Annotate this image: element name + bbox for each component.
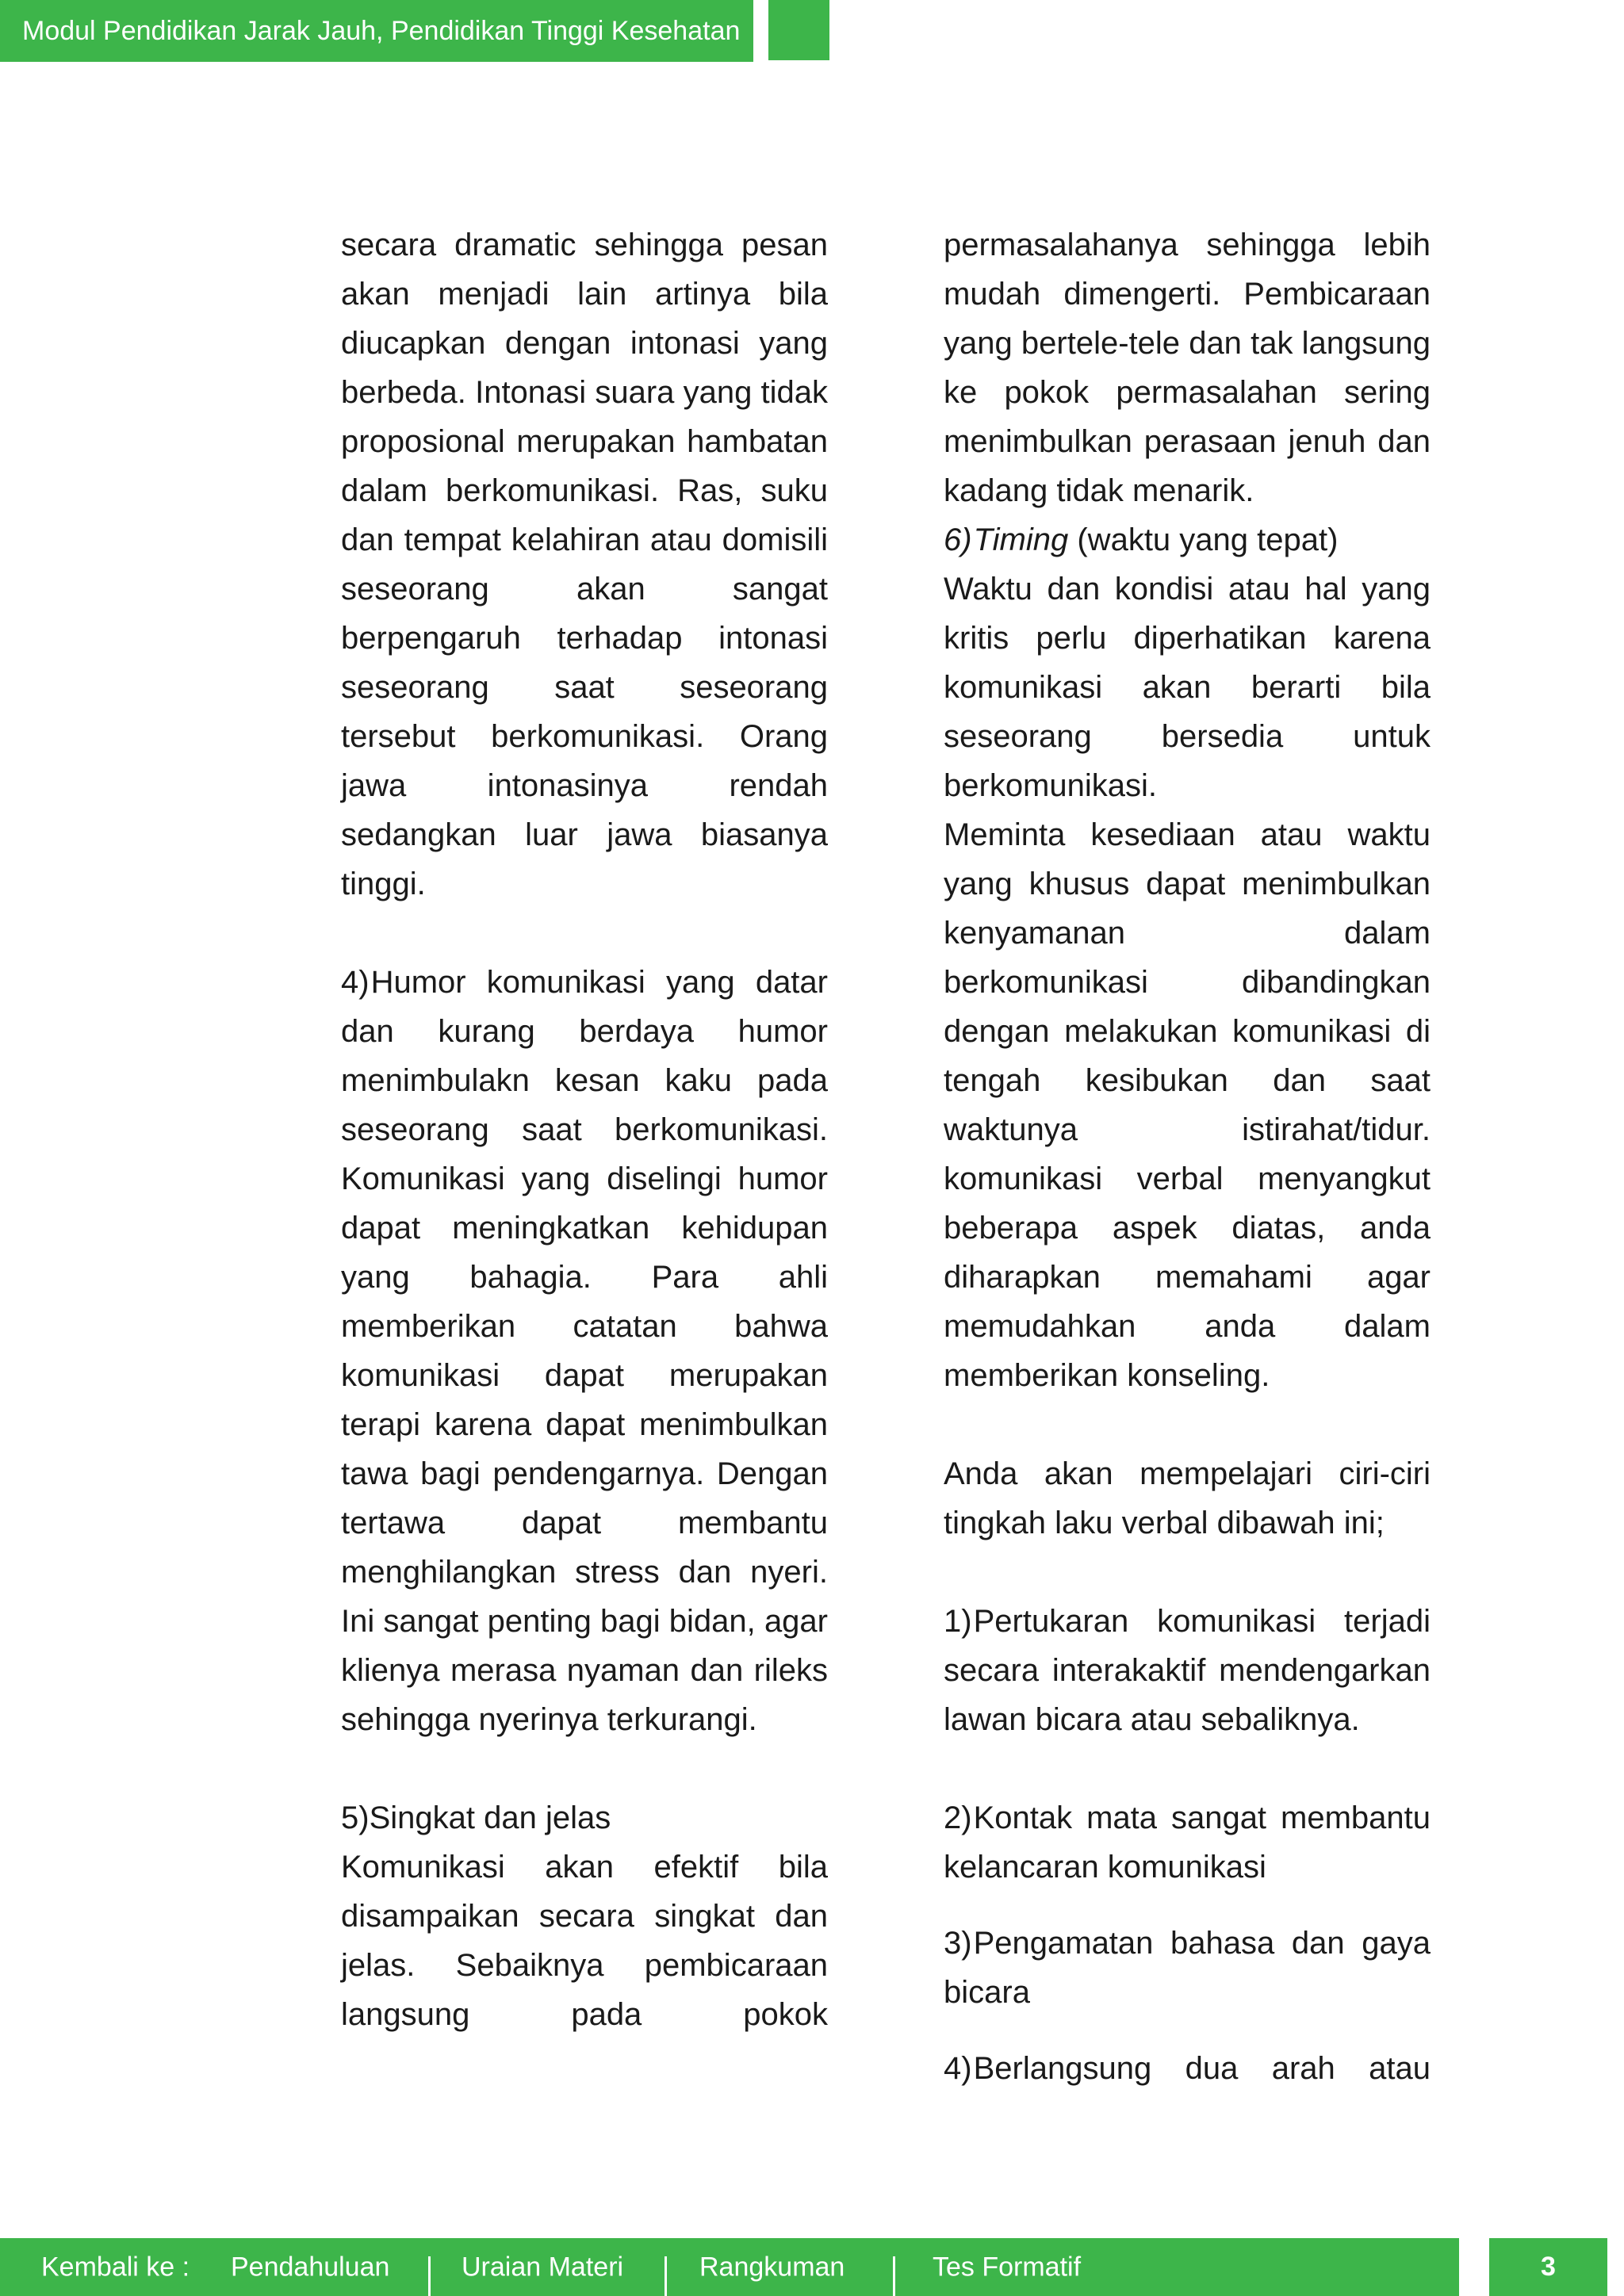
nav-link-uraian-materi[interactable]: Uraian Materi [462, 2252, 624, 2282]
list-item-text: Pengamatan bahasa dan gaya bicara [944, 1926, 1431, 2010]
paragraph-kesediaan: Meminta kesediaan atau waktu yang khusus dapat menimbulkan kenyamanan dalam berkomunikasi dibandingkan dengan melakukan komunikasi di tengah kesibukan dan saat waktunya istirahat/tidur. komunikasi verbal menyangkut beberapa aspek diatas, anda diharapkan memahami agar memudahkan anda dalam memberikan konseling. [944, 817, 1431, 1393]
list-item [944, 1793, 1431, 1892]
footer-nav [0, 2238, 1459, 2296]
list-item-text: Berlangsung dua arah atau [973, 2051, 1431, 2086]
back-label: Kembali ke : [41, 2252, 190, 2282]
header-bar [0, 0, 753, 62]
list-item [944, 2044, 1431, 2093]
item-number: 2) [944, 1800, 972, 1835]
nav-separator [428, 2256, 431, 2296]
list-item-text: Kontak mata sangat membantu kelancaran komunikasi [944, 1800, 1431, 1885]
item-number: 4) [944, 2051, 972, 2086]
paragraph-waktu: Waktu dan kondisi atau hal yang kritis perlu diperhatikan karena komunikasi akan berarti bila seseorang bersedia untuk berkomunikasi. [944, 572, 1431, 803]
list-item [944, 1597, 1431, 1744]
list-item-text: Pertukaran komunikasi terjadi secara interakaktif mendengarkan lawan bicara atau sebaliknya. [944, 1604, 1431, 1737]
nav-link-rangkuman[interactable]: Rangkuman [699, 2252, 845, 2282]
page-number-text: 3 [1541, 2252, 1556, 2282]
right-column [944, 220, 1431, 2093]
left-column [341, 220, 828, 2039]
timing-rest: (waktu yang tepat) [1068, 522, 1339, 557]
paragraph-ciri-ciri: Anda akan mempelajari ciri-ciri tingkah laku verbal dibawah ini; [944, 1456, 1431, 1540]
header-title: Modul Pendidikan Jarak Jauh, Pendidikan Tinggi Kesehatan [22, 15, 741, 46]
paragraph-humor [341, 958, 828, 1744]
page-number [1489, 2238, 1607, 2296]
item-number: 1) [944, 1604, 972, 1639]
nav-link-pendahuluan[interactable]: Pendahuluan [231, 2252, 390, 2282]
header-tab [768, 0, 829, 60]
nav-link-tes-formatif[interactable]: Tes Formatif [933, 2252, 1082, 2282]
heading-singkat-jelas: 5)Singkat dan jelas [341, 1800, 611, 1835]
list-item [944, 1919, 1431, 2017]
heading-timing [944, 515, 1431, 564]
item-number: 3) [944, 1926, 972, 1961]
item-number: 6) [944, 522, 972, 557]
paragraph-singkat-jelas: Komunikasi akan efektif bila disampaikan secara singkat dan jelas. Sebaiknya pembicaraan langsung pada pokok [341, 1850, 828, 2032]
item-number: 4) [341, 965, 370, 1000]
nav-separator [665, 2256, 667, 2296]
paragraph-intonasi: secara dramatic sehingga pesan akan menjadi lain artinya bila diucapkan dengan intonasi yang berbeda. Intonasi suara yang tidak proposional merupakan hambatan dalam berkomunikasi. Ras, suku dan tempat kelahiran atau domisili seseorang akan sangat berpengaruh terhadap intonasi seseorang saat seseorang tersebut berkomunikasi. Orang jawa intonasinya rendah sedangkan luar jawa biasanya tinggi. [341, 228, 828, 901]
paragraph-humor-text: Humor komunikasi yang datar dan kurang berdaya humor menimbulakn kesan kaku pada seseorang saat berkomunikasi. Komunikasi yang diselingi humor dapat meningkatkan kehidupan yang bahagia. Para ahli memberikan catatan bahwa komunikasi dapat merupakan terapi karena dapat menimbulkan tawa bagi pendengarnya. Dengan tertawa dapat membantu menghilangkan stress dan nyeri. Ini sangat penting bagi bidan, agar klienya merasa nyaman dan rileks sehingga nyerinya terkurangi. [341, 965, 828, 1737]
nav-separator [893, 2256, 895, 2296]
timing-italic: Timing [973, 522, 1069, 557]
paragraph-permasalahan: permasalahanya sehingga lebih mudah dimengerti. Pembicaraan yang bertele-tele dan tak langsung ke pokok permasalahan sering menimbulkan perasaan jenuh dan kadang tidak menarik. [944, 228, 1431, 508]
